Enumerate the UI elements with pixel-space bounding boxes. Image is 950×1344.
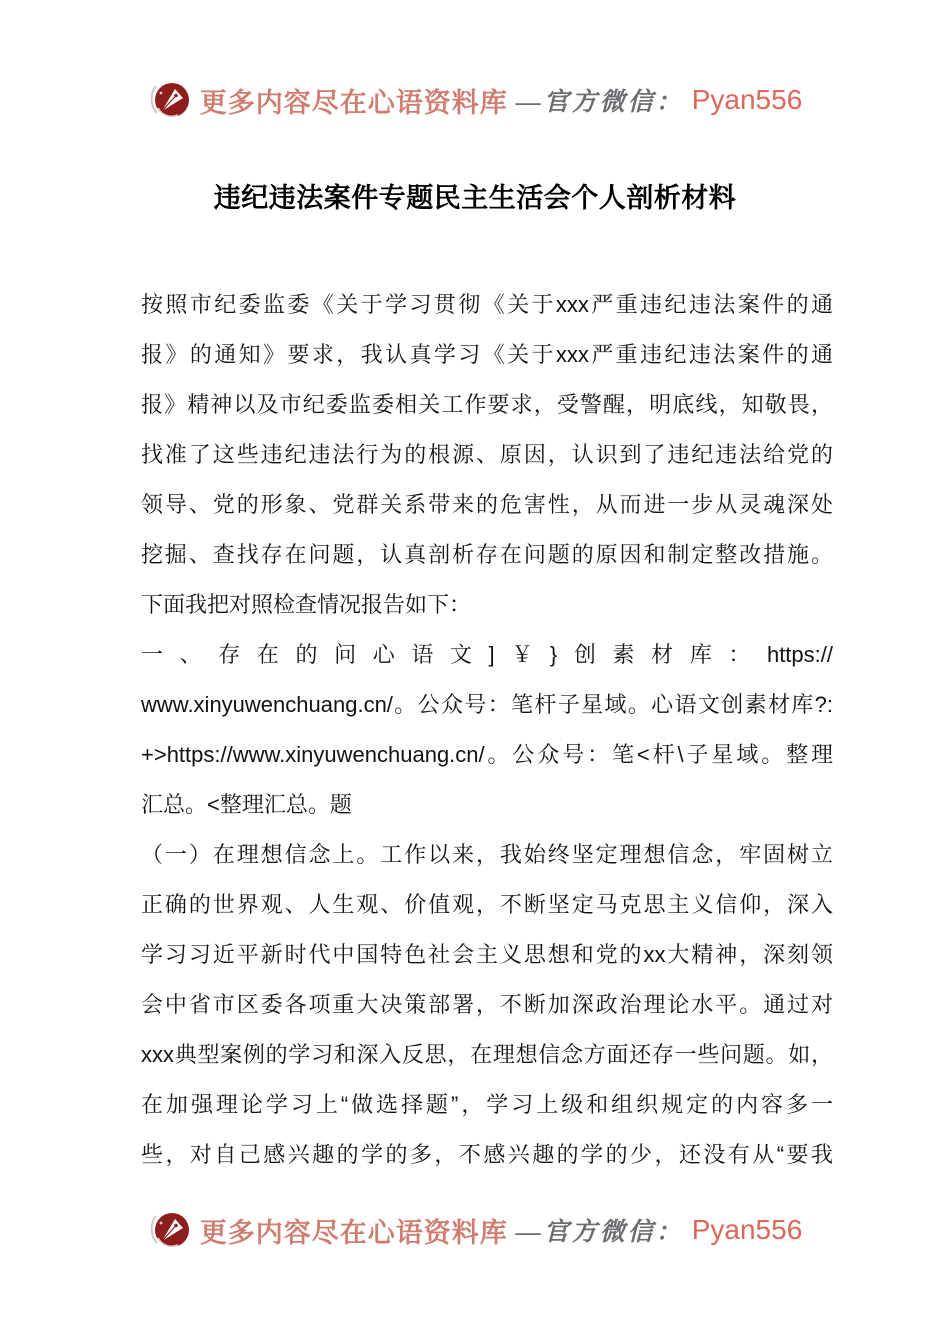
text-line: 按照市纪委监委《关于学习贯彻《关于xxx严重违纪违法案件的通 — [141, 292, 833, 317]
pen-nib-logo-icon — [148, 1208, 192, 1252]
pen-nib-logo-icon — [148, 78, 192, 122]
header-watermark — [0, 76, 950, 124]
watermark-channel-label: —官方微信： — [515, 89, 684, 116]
watermark-brand-text: 更多内容尽在心语资料库 — [199, 87, 508, 118]
text-line: 找准了这些违纪违法行为的根源、原因，认识到了违纪违法给党的 — [141, 442, 833, 467]
footer-watermark — [0, 1206, 950, 1254]
text-line: 会中省市区委各项重大决策部署，不断加深政治理论水平。通过对 — [141, 992, 833, 1017]
text-line: xxx典型案例的学习和深入反思，在理想信念方面还存一些问题。如， — [141, 1042, 833, 1067]
text-line: 报》精神以及市纪委监委相关工作要求，受警醒，明底线，知敬畏， — [141, 392, 833, 417]
text-line: www.xinyuwenchuang.cn/。公众号：笔杆子星域。心语文创素材库?: — [141, 692, 833, 717]
text-line: 在加强理论学习上“做选择题”，学习上级和组织规定的内容多一 — [141, 1092, 833, 1117]
watermark-wechat-id: Pyan556 — [691, 1214, 803, 1245]
text-line: 下面我把对照检查情况报告如下： — [141, 592, 472, 617]
text-line: 一、存在的问心语文]￥}创素材库：https:// — [141, 642, 833, 667]
text-line: 学习习近平新时代中国特色社会主义思想和党的xx大精神，深刻领 — [141, 942, 833, 967]
document-body — [141, 280, 833, 1180]
document-title: 违纪违法案件专题民主生活会个人剖析材料 — [213, 183, 737, 213]
text-line: +>https://www.xinyuwenchuang.cn/。公众号：笔<杆\子星域。整理 — [141, 742, 833, 767]
text-line: 汇总。<整理汇总。题 — [141, 792, 352, 817]
text-line: 领导、党的形象、党群关系带来的危害性，从而进一步从灵魂深处 — [141, 492, 833, 517]
text-line: （一）在理想信念上。工作以来，我始终坚定理想信念，牢固树立 — [141, 842, 833, 867]
text-line: 报》的通知》要求，我认真学习《关于xxx严重违纪违法案件的通 — [141, 342, 833, 367]
watermark-channel-label: —官方微信： — [515, 1219, 684, 1246]
text-line: 正确的世界观、人生观、价值观，不断坚定马克思主义信仰，深入 — [141, 892, 833, 917]
text-line: 些，对自己感兴趣的学的多，不感兴趣的学的少，还没有从“要我 — [141, 1142, 833, 1167]
text-line: 挖掘、查找存在问题，认真剖析存在问题的原因和制定整改措施。 — [141, 542, 833, 567]
watermark-wechat-id: Pyan556 — [691, 84, 803, 115]
watermark-brand-text: 更多内容尽在心语资料库 — [199, 1217, 508, 1248]
